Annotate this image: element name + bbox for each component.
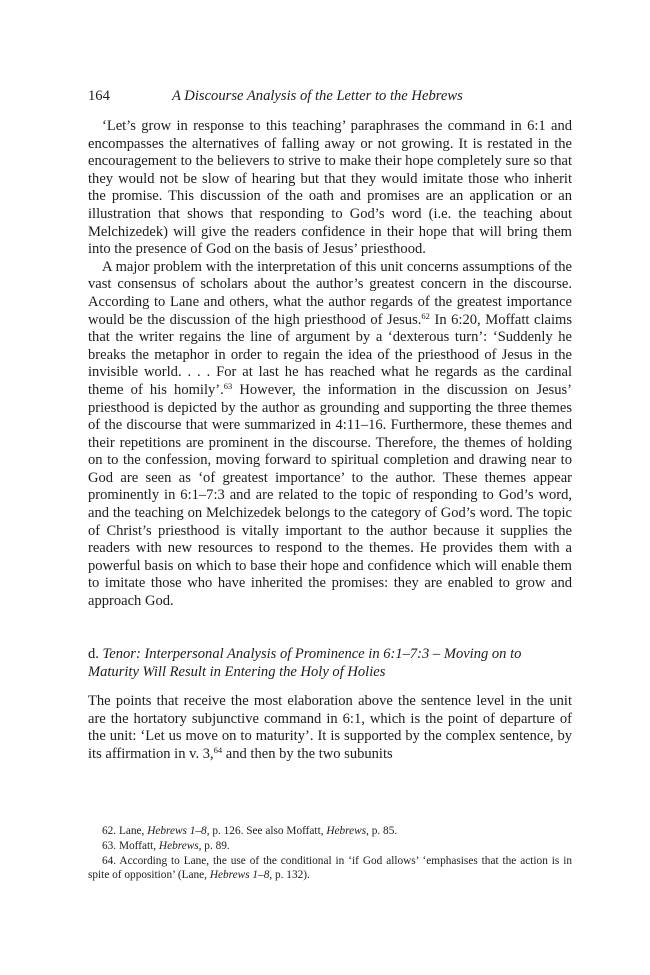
footnote-ref-64[interactable]: 64 xyxy=(213,744,223,755)
running-header xyxy=(88,87,572,105)
footnote-ref-62[interactable]: 62 xyxy=(421,310,430,321)
footnote-text: , p. 126. See also Moffatt, xyxy=(206,825,327,837)
footnote-number: 62. xyxy=(102,825,117,837)
paragraph-1: ‘Let’s grow in response to this teaching’ paraphrases the command in 6:1 and encompasses the alternatives of falling away or not growing. It is restated in the encouragement to the believers to strive to make their hope completely sure so that they would not be slow of hearing but that they would imitate those who inherit the promise. This discussion of the oath and promises are an application or an illustration that shows that responding to God’s word (i.e. the teaching about Melchizedek) will give the readers confidence in their hope that will bring them into the presence of God on the basis of Jesus’ priesthood. xyxy=(88,118,572,258)
footnote-book-title: Hebrews 1–8 xyxy=(209,869,270,882)
section-label: d. xyxy=(88,646,103,662)
page-number: 164 xyxy=(88,88,110,104)
footnote-text: Moffatt, xyxy=(118,839,159,852)
footnote-book-title: Hebrews xyxy=(326,825,367,837)
footnote-63 xyxy=(88,839,572,854)
section-heading xyxy=(88,645,572,681)
main-text xyxy=(88,118,572,611)
paragraph-2-part-b: In 6:20, Moffatt claims that the writer regains the line of argument by a ‘dexterous turn’: ‘Suddenly he breaks the metaphor in order to regain the idea of the priesthood of Jesus in the invisible world. . . . For at last he has reached what he regards as the cardinal theme of his homily’. xyxy=(88,311,572,398)
paragraph-3-part-b: and then by the two subunits xyxy=(222,745,393,762)
paragraph-3-part-a: The points that receive the most elaboration above the sentence level in the unit are the hortatory subjunctive command in 6:1, which is the point of departure of the unit: ‘Let us move on to maturity’. It is supported by the complex sentence, by its affirmation in v. 3, xyxy=(88,693,572,762)
footnote-text: , p. 132). xyxy=(269,869,310,882)
footnote-number: 64. xyxy=(102,854,117,867)
footnote-number: 63. xyxy=(102,839,117,852)
footnote-book-title: Hebrews xyxy=(158,839,199,852)
section-text xyxy=(88,693,572,763)
footnote-ref-63[interactable]: 63 xyxy=(223,380,233,391)
paragraph-2-part-a: A major problem with the interpretation of this unit concerns assumptions of the vast consensus of scholars about the author’s greatest concern in the discourse. According to Lane and others, what the author regards of the greatest importance would be the discussion of the high priesthood of Jesus. xyxy=(88,258,572,328)
paragraph-2 xyxy=(88,259,572,611)
footnote-64 xyxy=(88,854,572,884)
running-title: A Discourse Analysis of the Letter to the Hebrews xyxy=(172,88,463,104)
footnote-book-title: Hebrews 1–8 xyxy=(147,825,207,837)
footnote-text: , p. 85. xyxy=(366,825,398,837)
footnote-62 xyxy=(88,824,572,839)
footnote-text: Lane, xyxy=(118,825,148,837)
footnote-text: According to Lane, the use of the conditional in ‘if God allows’ ‘emphasises that the action is in spite of opposition’ (Lane, xyxy=(88,854,572,882)
footnotes xyxy=(88,824,572,883)
paragraph-3 xyxy=(88,693,572,763)
footnote-text: , p. 89. xyxy=(198,839,230,852)
section-title: Tenor: Interpersonal Analysis of Prominence in 6:1–7:3 – Moving on to Maturity Will Result in Entering the Holy of Holies xyxy=(88,646,522,680)
paragraph-2-part-c: However, the information in the discussion on Jesus’ priesthood is depicted by the author as grounding and supporting the three themes of the discourse that were summarized in 4:11–16. Furthermore, these themes and their repetitions are prominent in the discourse. Therefore, the themes of holding on to the confession, moving forward to spiritual completion and drawing near to God are seen as ‘of greatest importance’ to the author. These themes appear prominently in 6:1–7:3 and are related to the topic of responding to God’s word, and the teaching on Melchizedek belongs to the category of God’s word. The topic of Christ’s priesthood is vitally important to the author because it supplies the readers with new resources to respond to the themes. He provides them with a powerful basis on which to base their hope and confidence which will enable them to imitate those who have inherited the promises: they are enabled to grow and approach God. xyxy=(88,381,572,610)
